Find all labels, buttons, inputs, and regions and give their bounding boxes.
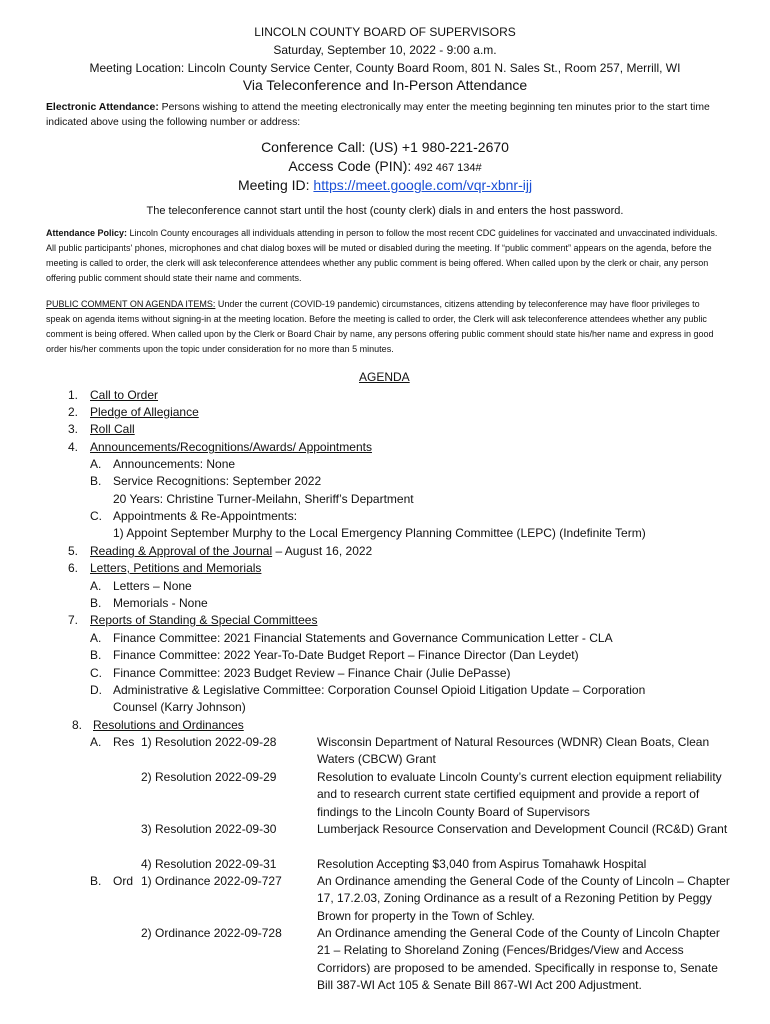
meeting-id [0, 176, 770, 195]
agenda-num: 2. [68, 405, 79, 419]
agenda-sub-item: Finance Committee: 2021 Financial Statements and Governance Communication Letter - CLA [113, 631, 613, 645]
resolution-desc: Wisconsin Department of Natural Resources (WDNR) Clean Boats, Clean Waters (CBCW) Grant [317, 735, 710, 767]
agenda-title: AGENDA [359, 370, 410, 384]
meeting-location: Meeting Location: Lincoln County Service Center, County Board Room, 801 N. Sales St., Room 257, Merrill, WI [89, 61, 681, 75]
agenda-sub-detail: 20 Years: Christine Turner-Meilahn, Sheriff’s Department [113, 492, 414, 506]
agenda-sub-item: Administrative & Legislative Committee: Corporation Counsel Opioid Litigation Update – Corporation [113, 683, 646, 697]
resolutions-letter: A. [90, 735, 102, 749]
agenda-sub-item: Memorials - None [113, 596, 208, 610]
agenda-item-journal-date: – August 16, 2022 [272, 544, 373, 558]
ordinance-id: 2) Ordinance 2022-09-728 [141, 926, 282, 940]
agenda-sub-letter: B. [90, 596, 102, 610]
agenda-num: 3. [68, 422, 79, 436]
agenda-item-pledge: Pledge of Allegiance [90, 405, 199, 419]
ordinances-letter: B. [90, 874, 102, 888]
agenda-sub-letter: C. [90, 666, 102, 680]
access-code [0, 157, 770, 178]
meeting-date: Saturday, September 10, 2022 - 9:00 a.m. [273, 43, 497, 57]
agenda-sub-item: Finance Committee: 2022 Year-To-Date Budget Report – Finance Director (Dan Leydet) [113, 648, 579, 662]
agenda-sub-item: Service Recognitions: September 2022 [113, 474, 322, 488]
ordinance-desc: An Ordinance amending the General Code of the County of Lincoln – Chapter 17, 17.2.03, Zoning Ordinance as a result of a Rezoning Petition by Peggy Brown for property in the Town of Schley. [317, 874, 730, 923]
agenda-num: 5. [68, 544, 79, 558]
ordinances-label: Ord [113, 874, 134, 888]
meeting-id-label: Meeting ID: [237, 177, 314, 193]
agenda-num: 6. [68, 561, 79, 575]
agenda-sub-item: Finance Committee: 2023 Budget Review – Finance Chair (Julie DePasse) [113, 666, 511, 680]
agenda-sub-item-cont: Counsel (Karry Johnson) [113, 700, 246, 714]
agenda-item-roll-call: Roll Call [90, 422, 135, 436]
agenda-sub-letter: A. [90, 457, 102, 471]
agenda-sub-letter: A. [90, 579, 102, 593]
electronic-attendance-label: Electronic Attendance: [46, 102, 159, 113]
resolution-desc: Lumberjack Resource Conservation and Development Council (RC&D) Grant [317, 822, 728, 836]
resolutions-label: Res [113, 735, 135, 749]
resolution-id: 1) Resolution 2022-09-28 [141, 735, 277, 749]
agenda-item-journal-label: Reading & Approval of the Journal [90, 544, 273, 558]
agenda-sub-letter: B. [90, 648, 102, 662]
agenda-item-journal [90, 543, 372, 560]
host-note: The teleconference cannot start until the host (county clerk) dials in and enters the host password. [146, 205, 624, 217]
resolution-id: 2) Resolution 2022-09-29 [141, 770, 277, 784]
agenda-item-letters: Letters, Petitions and Memorials [90, 561, 262, 575]
public-comment [46, 297, 722, 357]
agenda-item-call-to-order: Call to Order [90, 388, 159, 402]
ordinance-id: 1) Ordinance 2022-09-727 [141, 874, 282, 888]
access-code-value: 492 467 134# [411, 162, 482, 174]
resolution-id: 4) Resolution 2022-09-31 [141, 857, 277, 871]
ordinance-desc: An Ordinance amending the General Code of the County of Lincoln Chapter 21 – Relating to Shoreland Zoning (Fences/Bridges/View and Access Corridors) are proposed to be amended. Specifically in response to, Senate Bill 387-WI Act 105 & Senate Bill 867-WI Act 200 Adjustment. [317, 926, 720, 992]
conference-call: Conference Call: (US) +1 980-221-2670 [261, 139, 509, 155]
agenda-num: 7. [68, 613, 79, 627]
agenda-sub-letter: A. [90, 631, 102, 645]
resolution-id: 3) Resolution 2022-09-30 [141, 822, 277, 836]
resolution-desc: Resolution to evaluate Lincoln County’s current election equipment reliability and to research current state certified equipment and provide a report of findings to the Lincoln County Board of Supervisors [317, 770, 722, 819]
attendance-policy-text: Lincoln County encourages all individuals attending in person to follow the most recent CDC guidelines for vaccinated and unvaccinated individuals. All public participants' phones, microphones and chat dialog boxes will be muted or disabled during the meeting. If “public comment” appears on the agenda, before the meeting is called to order, the clerk will ask teleconference attendees whether any public comment is being offered. When called upon by the clerk or chair, any person offering public comment should state their name and comments. [46, 228, 718, 283]
agenda-item-resolutions: Resolutions and Ordinances [93, 718, 244, 732]
agenda-num: 1. [68, 388, 79, 402]
meeting-link[interactable]: https://meet.google.com/vqr-xbnr-ijj [313, 177, 533, 193]
agenda-item-announcements: Announcements/Recognitions/Awards/ Appointments [90, 440, 372, 454]
agenda-sub-letter: C. [90, 509, 102, 523]
access-code-label: Access Code (PIN): [288, 158, 412, 174]
agenda-item-reports: Reports of Standing & Special Committees [90, 613, 318, 627]
agenda-sub-letter: D. [90, 683, 102, 697]
agenda-sub-letter: B. [90, 474, 102, 488]
electronic-attendance [46, 100, 722, 130]
agenda-sub-item: Letters – None [113, 579, 192, 593]
meeting-mode: Via Teleconference and In-Person Attendance [242, 77, 528, 93]
resolution-desc: Resolution Accepting $3,040 from Aspirus Tomahawk Hospital [317, 857, 647, 871]
electronic-attendance-text: Persons wishing to attend the meeting electronically may enter the meeting beginning ten minutes prior to the start time indicated above using the following number or address: [46, 102, 710, 128]
public-comment-label: PUBLIC COMMENT ON AGENDA ITEMS: [46, 299, 216, 309]
agenda-sub-detail: 1) Appoint September Murphy to the Local Emergency Planning Committee (LEPC) (Indefinite Term) [113, 526, 646, 540]
agenda-sub-item: Appointments & Re-Appointments: [113, 509, 298, 523]
agenda-num: 8. [72, 718, 83, 732]
attendance-policy-label: Attendance Policy: [46, 228, 128, 238]
board-title: LINCOLN COUNTY BOARD OF SUPERVISORS [254, 25, 516, 39]
agenda-sub-item: Announcements: None [113, 457, 236, 471]
public-comment-text: Under the current (COVID-19 pandemic) circumstances, citizens attending by teleconference may have floor privileges to speak on agenda items without signing-in at the meeting location. Before the meeting is called to order, the Clerk will ask teleconference attendees whether any public comment is being offered. When called upon by the Clerk or Board Chair by name, any persons offering public comment should state his/her name and express in good order his/her comments upon the topic under consideration for no more than 5 minutes. [46, 299, 714, 354]
agenda-num: 4. [68, 440, 79, 454]
attendance-policy [46, 226, 722, 286]
